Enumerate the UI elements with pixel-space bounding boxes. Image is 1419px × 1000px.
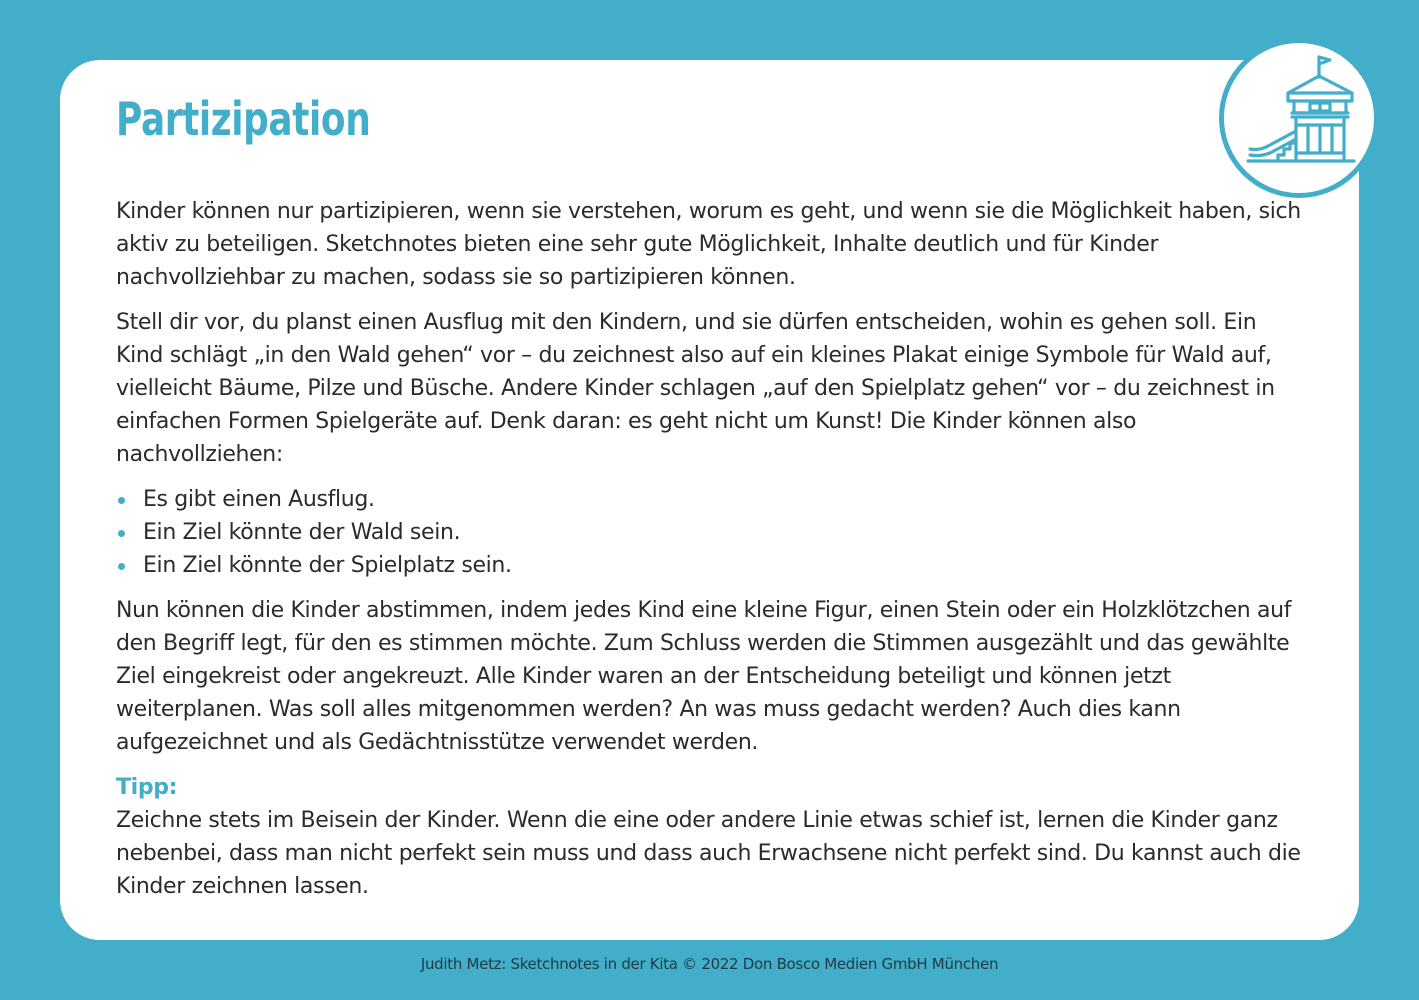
bullet-dot-icon [118,530,125,537]
bullet-dot-icon [118,563,125,570]
intro-paragraph: Kinder können nur partizipieren, wenn sie verstehen, worum es geht, und wenn sie die Möglichkeit haben, sich aktiv zu beteiligen. Sketchnotes bieten eine sehr gute Möglichkeit, Inhalte deutlich und für Kinder nachvollziehbar zu machen, sodass sie so partizipieren können. [116,199,1301,290]
bullet-dot-icon [118,497,125,504]
tip-text: Zeichne stets im Beisein der Kinder. Wenn die eine oder andere Linie etwas schief ist, lernen die Kinder ganz nebenbei, dass man nicht perfekt sein muss und dass auch Erwachsene nicht perfekt sind. Du kannst auch die Kinder zeichnen lassen. [116,808,1301,899]
copyright-footer: Judith Metz: Sketchnotes in der Kita © 2022 Don Bosco Medien GmbH München [420,955,999,973]
body-text [116,195,1306,915]
voting-paragraph: Nun können die Kinder abstimmen, indem jedes Kind eine kleine Figur, einen Stein oder ein Holzklötzchen auf den Begriff legt, für den es stimmen möchte. Zum Schluss werden die Stimmen ausgezählt und das gewählte Ziel eingekreist oder angekreuzt. Alle Kinder waren an der Entscheidung beteiligt und können jetzt weiterplanen. Was soll alles mitgenommen werden? An was muss gedacht werden? Auch dies kann aufgezeichnet und als Gedächtnisstütze verwendet werden. [116,598,1292,755]
list-item: Ein Ziel könnte der Spielplatz sein. [116,549,1306,582]
bullet-list [116,483,1306,582]
tip-heading: Tipp: [116,775,178,800]
kita-building-icon [1224,43,1374,193]
page-title: Partizipation [116,92,371,146]
example-paragraph: Stell dir vor, du planst einen Ausflug mit den Kindern, und sie dürfen entscheiden, wohin es gehen soll. Ein Kind schlägt „in den Wald gehen“ vor – du zeichnest also auf ein kleines Plakat einige Symbole für Wald auf, vielleicht Bäume, Pilze und Büsche. Andere Kinder schlagen „auf den Spielplatz gehen“ vor – du zeichnest in einfachen Formen Spielgeräte auf. Denk daran: es geht nicht um Kunst! Die Kinder können also nachvollziehen: [116,310,1275,467]
list-item: Es gibt einen Ausflug. [116,483,1306,516]
icon-badge [1219,38,1379,198]
list-item: Ein Ziel könnte der Wald sein. [116,516,1306,549]
